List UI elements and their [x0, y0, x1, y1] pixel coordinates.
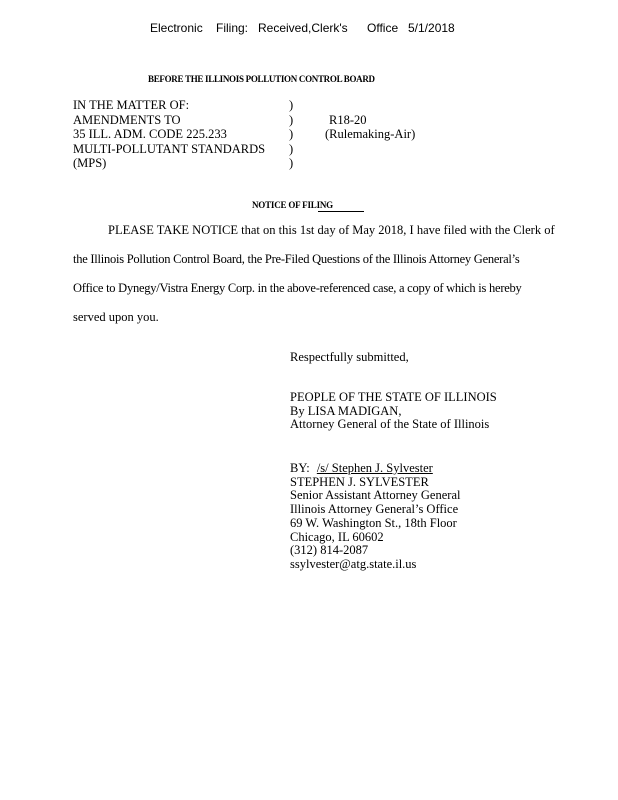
signer-city: Chicago, IL 60602 — [290, 529, 384, 544]
by-label: BY: — [290, 461, 310, 475]
caption-line: 35 ILL. ADM. CODE 225.233 — [73, 127, 227, 141]
board-title: BEFORE THE ILLINOIS POLLUTION CONTROL BOARD — [148, 74, 375, 84]
header-office: Office — [367, 21, 399, 35]
signer-name: STEPHEN J. SYLVESTER — [290, 474, 429, 489]
case-type: (Rulemaking-Air) — [325, 127, 416, 141]
caption-line: MULTI-POLLUTANT STANDARDS — [73, 141, 266, 156]
body-line-2: the Illinois Pollution Control Board, the Pre-Filed Questions of the Illinois Attorney General’s — [73, 252, 520, 266]
caption-paren: ) — [289, 127, 294, 141]
party-line: By LISA MADIGAN, — [290, 403, 402, 418]
signer-email-link[interactable]: ssylvester@atg.state.il.us — [290, 556, 417, 571]
notice-title: NOTICE OF FILING — [252, 200, 333, 210]
caption-paren: ) — [289, 141, 294, 156]
caption-line: AMENDMENTS TO — [73, 112, 181, 127]
caption-paren: ) — [289, 112, 294, 127]
header-filing: Filing: — [216, 21, 249, 35]
header-date: 5/1/2018 — [408, 21, 455, 35]
caption-paren: ) — [289, 156, 294, 170]
body-line-1: PLEASE TAKE NOTICE that on this 1st day of May 2018, I have filed with the Clerk of — [108, 223, 555, 237]
caption-line: IN THE MATTER OF: — [73, 98, 190, 112]
body-line-3: Office to Dynegy/Vistra Energy Corp. in the above-referenced case, a copy of which is hereby — [73, 281, 522, 295]
signer-office: Illinois Attorney General’s Office — [290, 502, 459, 517]
signer-title: Senior Assistant Attorney General — [290, 488, 461, 503]
caption-line: (MPS) — [73, 156, 107, 170]
party-line: Attorney General of the State of Illinois — [290, 417, 490, 432]
caption-parens — [289, 98, 293, 171]
electronic-signature: /s/ Stephen J. Sylvester — [316, 461, 433, 475]
closing: Respectfully submitted, — [290, 350, 409, 364]
notice-title-underline — [318, 211, 364, 212]
signature-by-line — [290, 462, 460, 476]
party-line: PEOPLE OF THE STATE OF ILLINOIS — [290, 390, 497, 404]
header-electronic: Electronic — [150, 21, 203, 35]
signature-block — [290, 462, 460, 572]
body-line-4: served upon you. — [73, 310, 159, 324]
case-number: R18-20 — [329, 113, 367, 127]
caption-paren: ) — [289, 98, 294, 112]
case-caption — [73, 98, 265, 171]
signer-street: 69 W. Washington St., 18th Floor — [290, 515, 457, 530]
signer-phone: (312) 814-2087 — [290, 543, 369, 558]
header-received: Received,Clerk's — [258, 21, 348, 35]
party-block — [290, 391, 497, 432]
